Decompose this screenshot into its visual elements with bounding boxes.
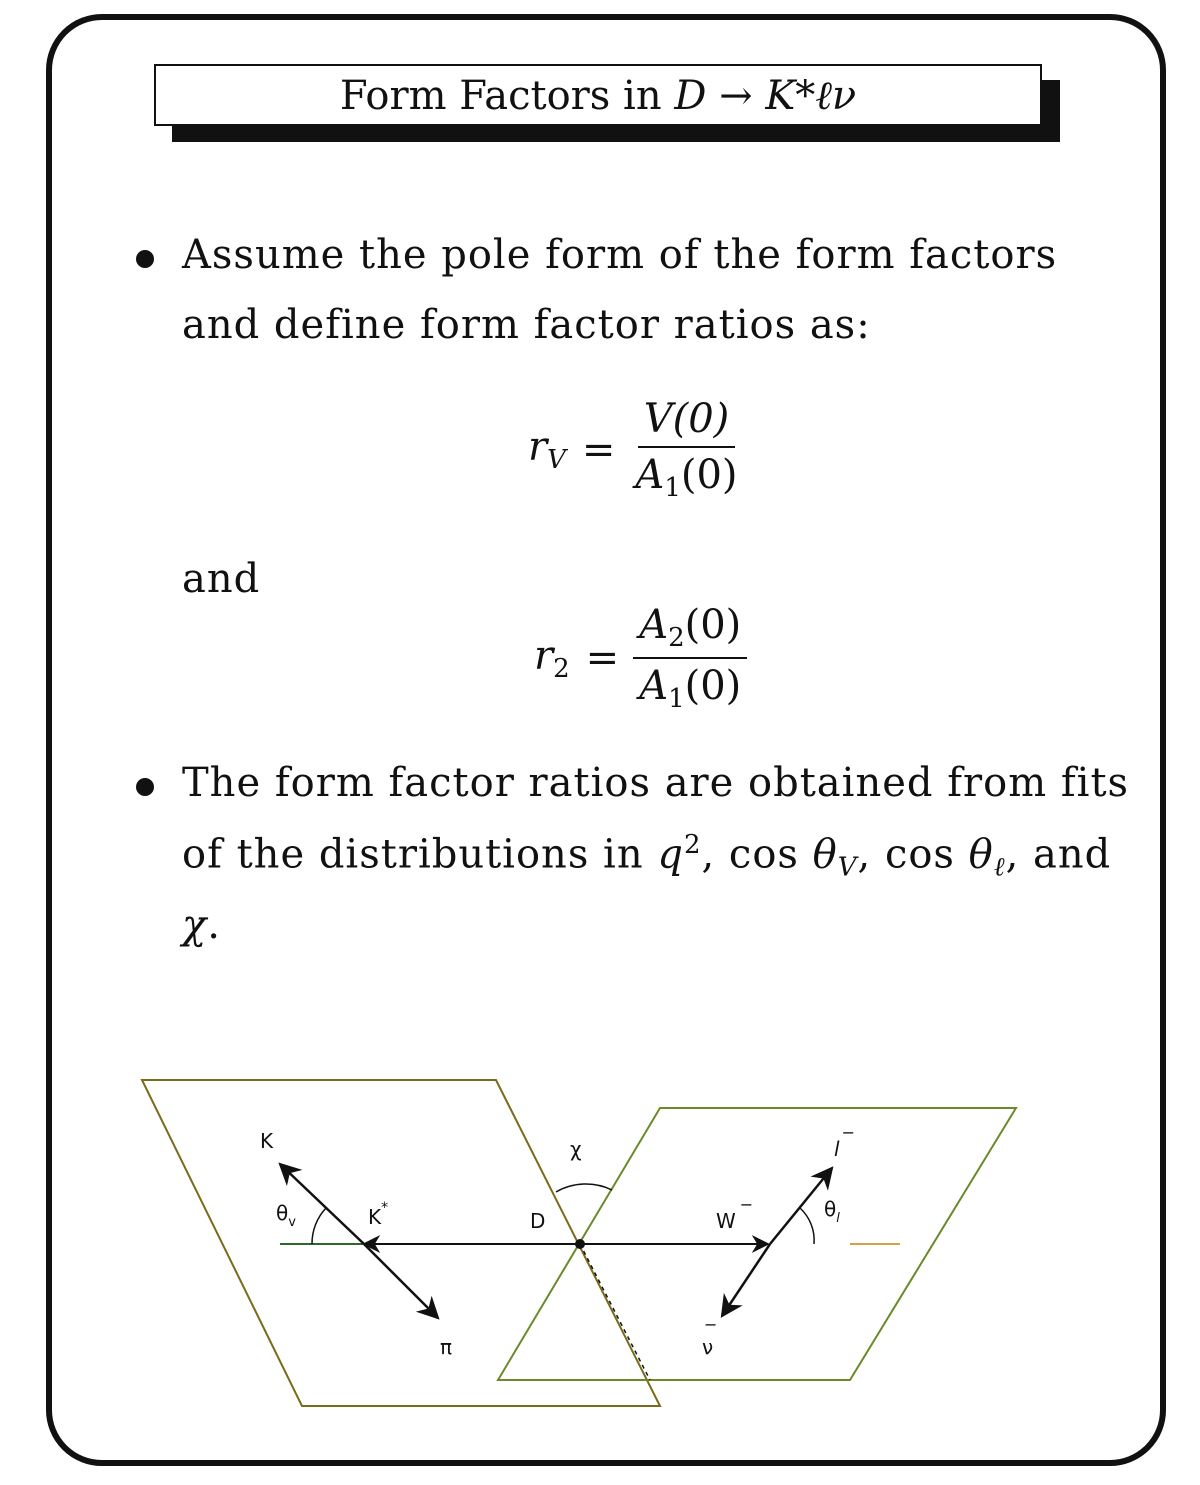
label-k-star: K* [368, 1200, 389, 1229]
rv-lhs: $r_V$ [528, 424, 566, 475]
d-vertex [575, 1239, 585, 1249]
r2-fraction [633, 602, 747, 714]
lepton-arrow [770, 1168, 832, 1244]
theta-l-arc [800, 1208, 814, 1244]
chi-arc [556, 1184, 612, 1192]
r2-numerator: $A_2(0)$ [633, 602, 747, 659]
title-box [154, 64, 1042, 126]
rv-denominator: $A_1(0)$ [635, 452, 738, 503]
label-d: D [530, 1209, 546, 1233]
r2-equals: = [585, 635, 620, 681]
bullet-2-line-1: The form factor ratios are obtained from fits [182, 760, 1130, 806]
k-arrow [280, 1164, 364, 1244]
equation-r2 [534, 602, 747, 714]
bullet-1-line-1: Assume the pole form of the form factors [182, 232, 1058, 278]
label-k: K [260, 1129, 274, 1153]
equation-rv [528, 396, 744, 503]
rv-numerator: V(0) [638, 396, 736, 448]
connector-and: and [182, 556, 261, 602]
decay-angle-diagram [120, 1060, 1040, 1430]
label-nu-bar: − [704, 1315, 718, 1334]
neutrino-arrow [722, 1244, 770, 1316]
title-prefix: Form Factors in [339, 72, 675, 119]
label-chi: χ [570, 1137, 582, 1161]
rv-equals: = [581, 426, 616, 473]
pi-arrow [364, 1244, 438, 1318]
theta-v-arc [312, 1208, 326, 1244]
r2-denominator: $A_1(0)$ [639, 663, 742, 714]
bullet-dot-1 [136, 250, 154, 268]
r2-lhs: $r_2$ [534, 632, 570, 684]
slide-title [340, 72, 856, 119]
label-w: W− [716, 1195, 754, 1233]
bullet-2-line-2: of the distributions in $q^2$, $\cos \theta_V$, $\cos \theta_\ell$, and [182, 830, 1112, 883]
rv-fraction [629, 396, 743, 503]
label-theta-v: $\theta_v$ [276, 1201, 296, 1230]
plane-intersection-dotted [580, 1244, 650, 1380]
bullet-2-line-3: χ. [182, 902, 221, 948]
bullet-1-line-2: and define form factor ratios as: [182, 302, 871, 348]
label-pi: π [440, 1335, 453, 1359]
label-nu: ν [702, 1335, 714, 1359]
bullet-dot-2 [136, 778, 154, 796]
label-lepton: l− [834, 1123, 855, 1161]
title-decay: D → K*ℓν [674, 72, 857, 119]
label-theta-l: $\theta_l$ [824, 1197, 840, 1226]
